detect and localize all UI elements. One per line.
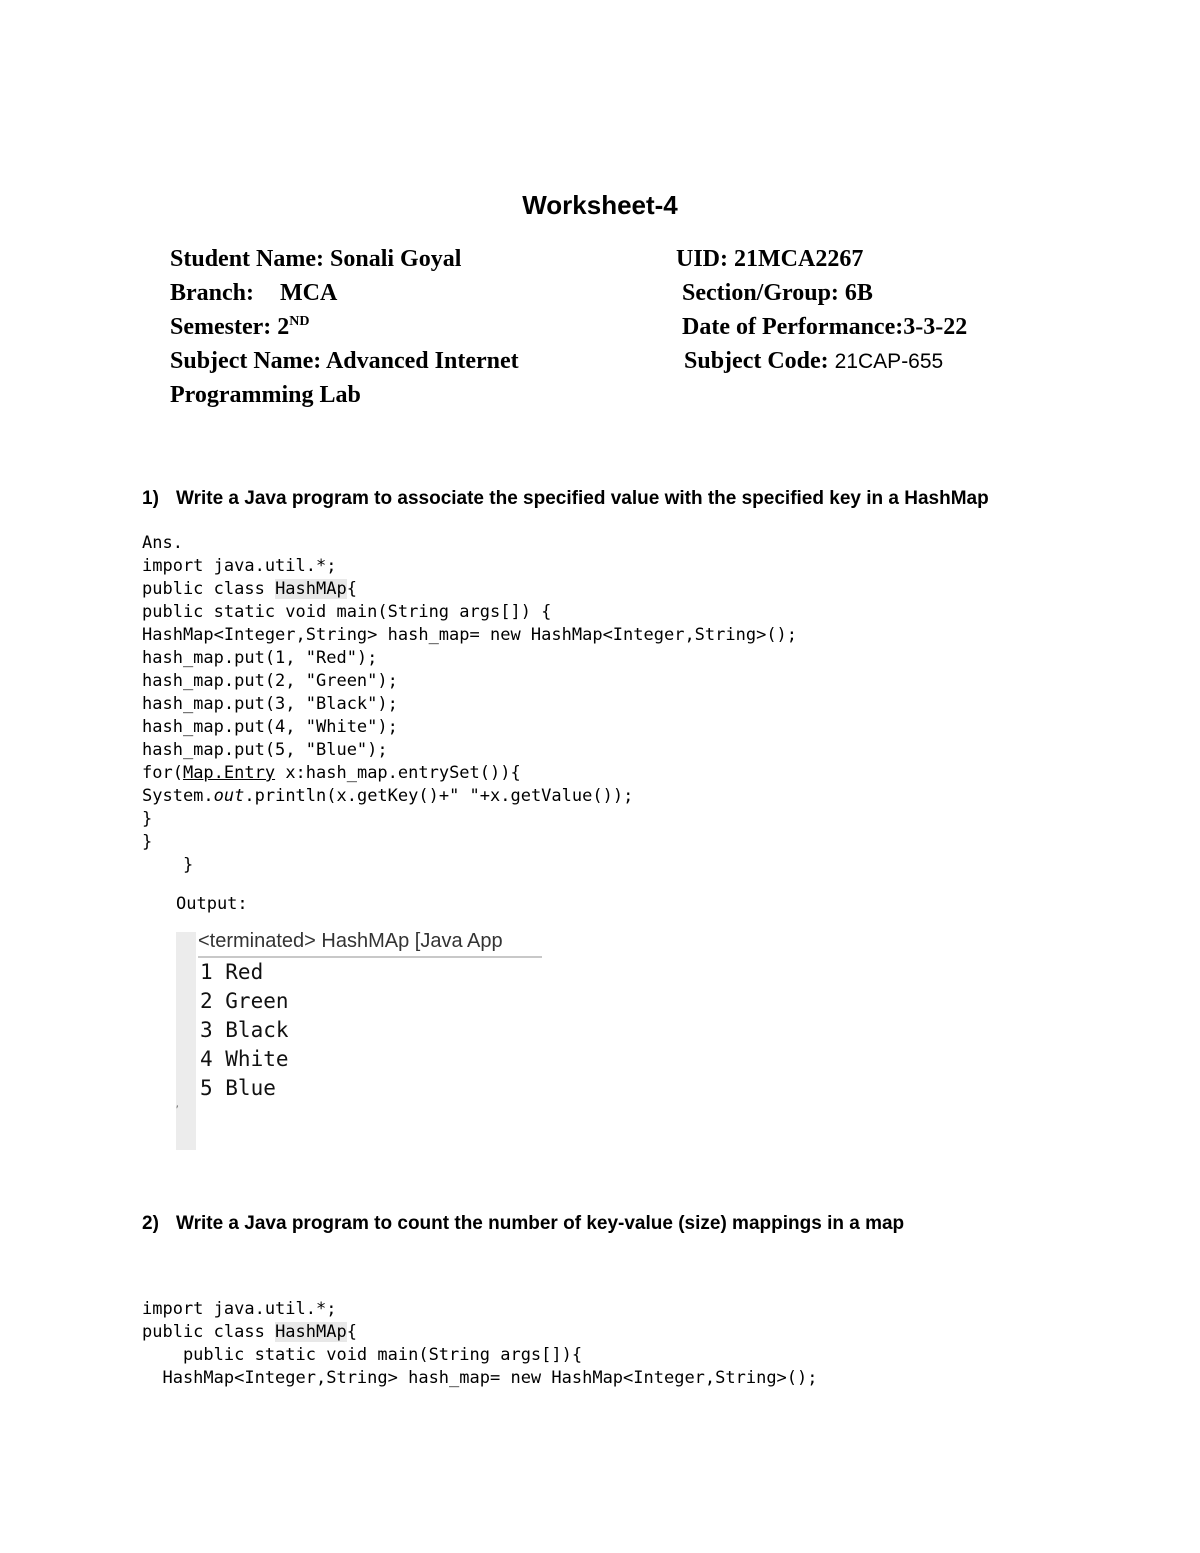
- code-line: public static void main(String args[]){: [142, 1345, 583, 1365]
- question-2-number: 2): [142, 1213, 159, 1234]
- console-line: 4 White: [200, 1047, 289, 1071]
- worksheet-title: Worksheet-4: [522, 190, 678, 220]
- code-line: public class HashMAp{: [142, 1322, 357, 1342]
- code-line: public class HashMAp{: [142, 579, 357, 599]
- subject-code: [684, 348, 943, 375]
- uid: UID: 21MCA2267: [676, 246, 864, 272]
- console-line: 1 Red: [200, 960, 264, 984]
- question-2: [142, 1213, 904, 1235]
- branch: [170, 280, 337, 307]
- subject-name-line2: Programming Lab: [170, 382, 361, 408]
- console-lines: [200, 958, 289, 1103]
- code-line: HashMap<Integer,String> hash_map= new HashMap<Integer,String>();: [142, 1368, 818, 1388]
- code-line: hash_map.put(2, "Green");: [142, 671, 398, 691]
- code-line: }: [142, 809, 153, 829]
- semester-label: Semester: 2: [170, 314, 290, 340]
- code-line: public static void main(String args[]) {: [142, 602, 552, 622]
- semester: [170, 314, 310, 341]
- code-line: for(Map.Entry x:hash_map.entrySet()){: [142, 763, 521, 783]
- out-italic: out: [213, 786, 245, 806]
- map-entry-underlined: Map.Entry: [182, 763, 276, 783]
- console-output: [176, 930, 544, 1150]
- code-line: import java.util.*;: [142, 556, 337, 576]
- question-1: [142, 488, 989, 510]
- code-block-2: [142, 1298, 818, 1390]
- branch-value: MCA: [280, 280, 338, 306]
- console-line: 3 Black: [200, 1018, 289, 1042]
- code-line: HashMap<Integer,String> hash_map= new HashMap<Integer,String>();: [142, 625, 798, 645]
- question-1-text: Write a Java program to associate the specified value with the specified key in a HashMap: [176, 488, 989, 509]
- code-line: hash_map.put(5, "Blue");: [142, 740, 388, 760]
- student-name: Student Name: Sonali Goyal: [170, 246, 462, 272]
- class-name-highlight: HashMAp: [275, 1322, 347, 1342]
- section-group: Section/Group: 6B: [682, 280, 873, 306]
- output-label: Output:: [176, 894, 248, 914]
- semester-sup: ND: [289, 314, 310, 329]
- code-line: hash_map.put(1, "Red");: [142, 648, 378, 668]
- question-2-text: Write a Java program to count the number of key-value (size) mappings in a map: [176, 1213, 905, 1234]
- code-line: }: [142, 855, 194, 875]
- subject-code-label: Subject Code:: [684, 348, 829, 374]
- code-block-1: [142, 532, 797, 877]
- date-of-performance: Date of Performance:3-3-22: [682, 314, 968, 340]
- console-header: <terminated> HashMAp [Java App: [198, 930, 542, 958]
- console-line: 2 Green: [200, 989, 289, 1013]
- console-gutter: [176, 932, 196, 1150]
- class-name-highlight: HashMAp: [275, 579, 347, 599]
- code-line: hash_map.put(4, "White");: [142, 717, 398, 737]
- code-line: System.out.println(x.getKey()+" "+x.getValue());: [142, 786, 634, 806]
- code-line: hash_map.put(3, "Black");: [142, 694, 398, 714]
- cursor-mark-icon: ′: [176, 1102, 179, 1116]
- question-1-number: 1): [142, 488, 159, 509]
- subject-name-line1: Subject Name: Advanced Internet: [170, 348, 519, 374]
- code-line: }: [142, 832, 153, 852]
- branch-label: Branch:: [170, 280, 254, 306]
- console-line: 5 Blue: [200, 1076, 276, 1100]
- ans-label: Ans.: [142, 533, 183, 553]
- code-line: import java.util.*;: [142, 1299, 337, 1319]
- subject-code-value: 21CAP-655: [834, 350, 944, 373]
